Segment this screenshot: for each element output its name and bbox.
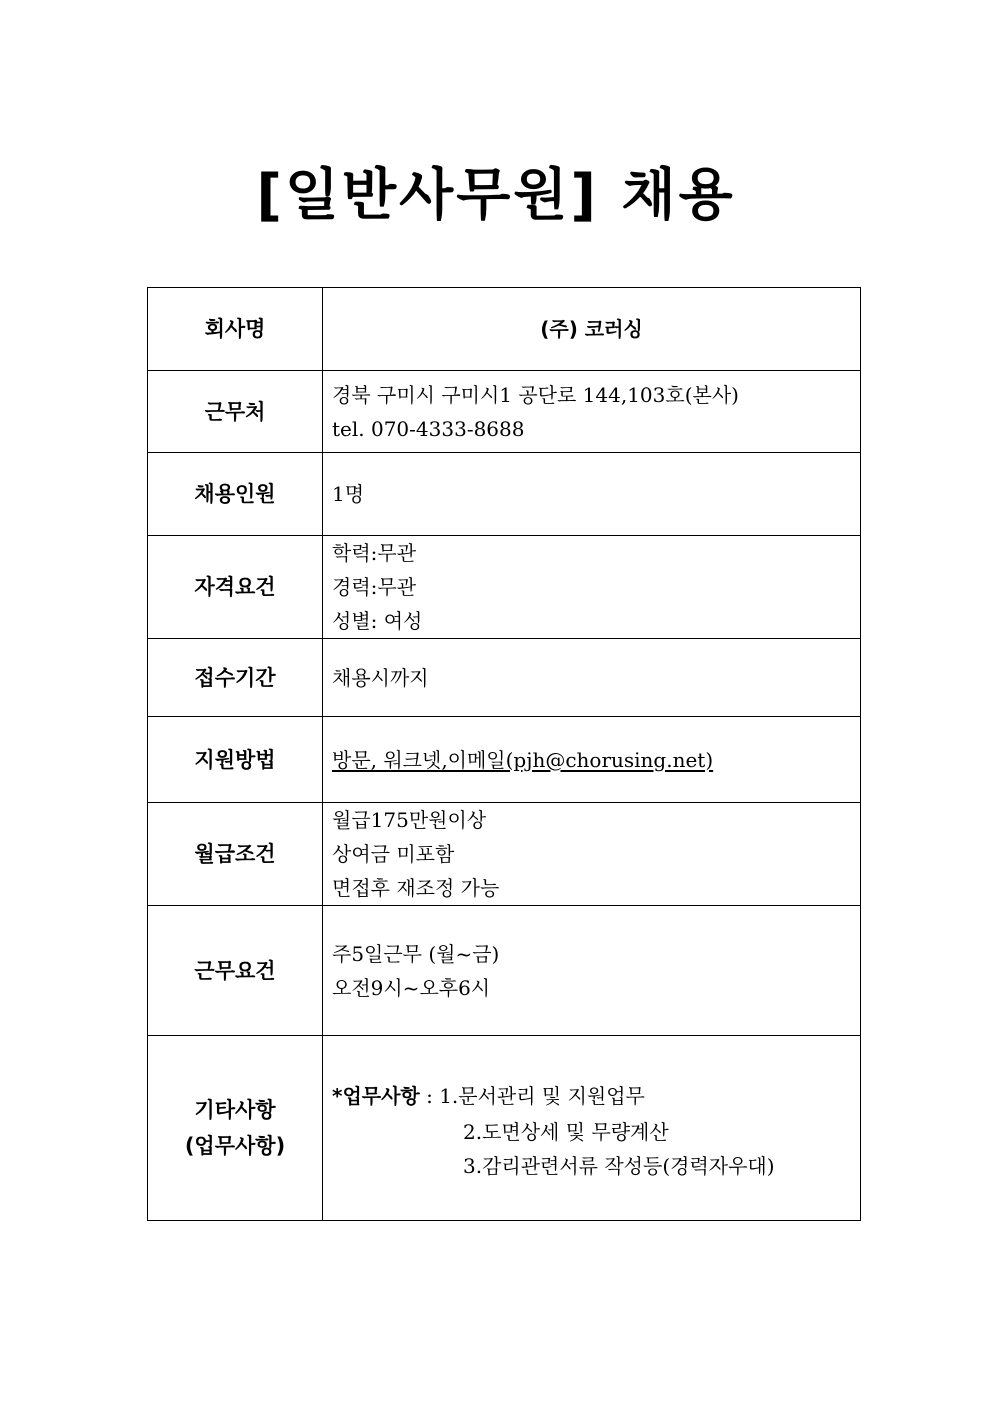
- job-posting-table: [147, 287, 861, 1221]
- table-row-etc: [148, 1036, 861, 1221]
- headcount-label: 채용인원: [148, 453, 323, 536]
- table-row-salary: [148, 803, 861, 906]
- table-row-conditions: [148, 906, 861, 1036]
- company-value: (주) 코러싱: [323, 288, 861, 371]
- period-label: 접수기간: [148, 639, 323, 717]
- qualification-experience: 경력:무관: [332, 575, 417, 599]
- period-value: 채용시까지: [323, 639, 861, 717]
- qualification-education: 학력:무관: [332, 541, 417, 565]
- salary-amount: 월급175만원이상: [332, 808, 487, 832]
- table-row-period: [148, 639, 861, 717]
- table-row-workplace: [148, 371, 861, 453]
- workplace-value: [323, 371, 861, 453]
- conditions-days: 주5일근무 (월~금): [332, 941, 500, 966]
- duty-title: *업무사항: [332, 1084, 420, 1108]
- etc-value: [323, 1036, 861, 1221]
- table-row-headcount: [148, 453, 861, 536]
- salary-value: [323, 803, 861, 906]
- conditions-label: 근무요건: [148, 906, 323, 1036]
- salary-adjust: 면접후 재조정 가능: [332, 876, 500, 900]
- salary-label: 월급조건: [148, 803, 323, 906]
- duty-item-1: 1.문서관리 및 지원업무: [439, 1084, 645, 1108]
- table-row-company: [148, 288, 861, 371]
- apply-label: 지원방법: [148, 717, 323, 803]
- qualification-label: 자격요건: [148, 536, 323, 639]
- qualification-gender: 성별: 여성: [332, 609, 423, 633]
- apply-methods: 방문, 워크넷,이메일(pjh@chorusing.net): [332, 747, 714, 772]
- salary-bonus: 상여금 미포함: [332, 842, 455, 866]
- duty-line-1: [332, 1079, 860, 1113]
- apply-value: [323, 717, 861, 803]
- workplace-label: 근무처: [148, 371, 323, 453]
- qualification-value: [323, 536, 861, 639]
- table-row-qualification: [148, 536, 861, 639]
- duty-item-2: 2.도면상세 및 무량계산: [463, 1120, 669, 1144]
- headcount-value: 1명: [323, 453, 861, 536]
- duty-item-3: 3.감리관련서류 작성등(경력자우대): [463, 1154, 775, 1178]
- conditions-value: [323, 906, 861, 1036]
- duty-separator: :: [419, 1084, 440, 1108]
- etc-label: [148, 1036, 323, 1221]
- company-label: 회사명: [148, 288, 323, 371]
- table-row-apply: [148, 717, 861, 803]
- workplace-address: 경북 구미시 구미시1 공단로 144,103호(본사): [332, 382, 739, 407]
- etc-label-line2: (업무사항): [184, 1134, 286, 1158]
- conditions-hours: 오전9시~오후6시: [332, 975, 491, 1000]
- etc-label-line1: 기타사항: [194, 1098, 276, 1122]
- page-title: [일반사무원] 채용: [256, 163, 736, 228]
- workplace-phone: tel. 070-4333-8688: [332, 416, 525, 441]
